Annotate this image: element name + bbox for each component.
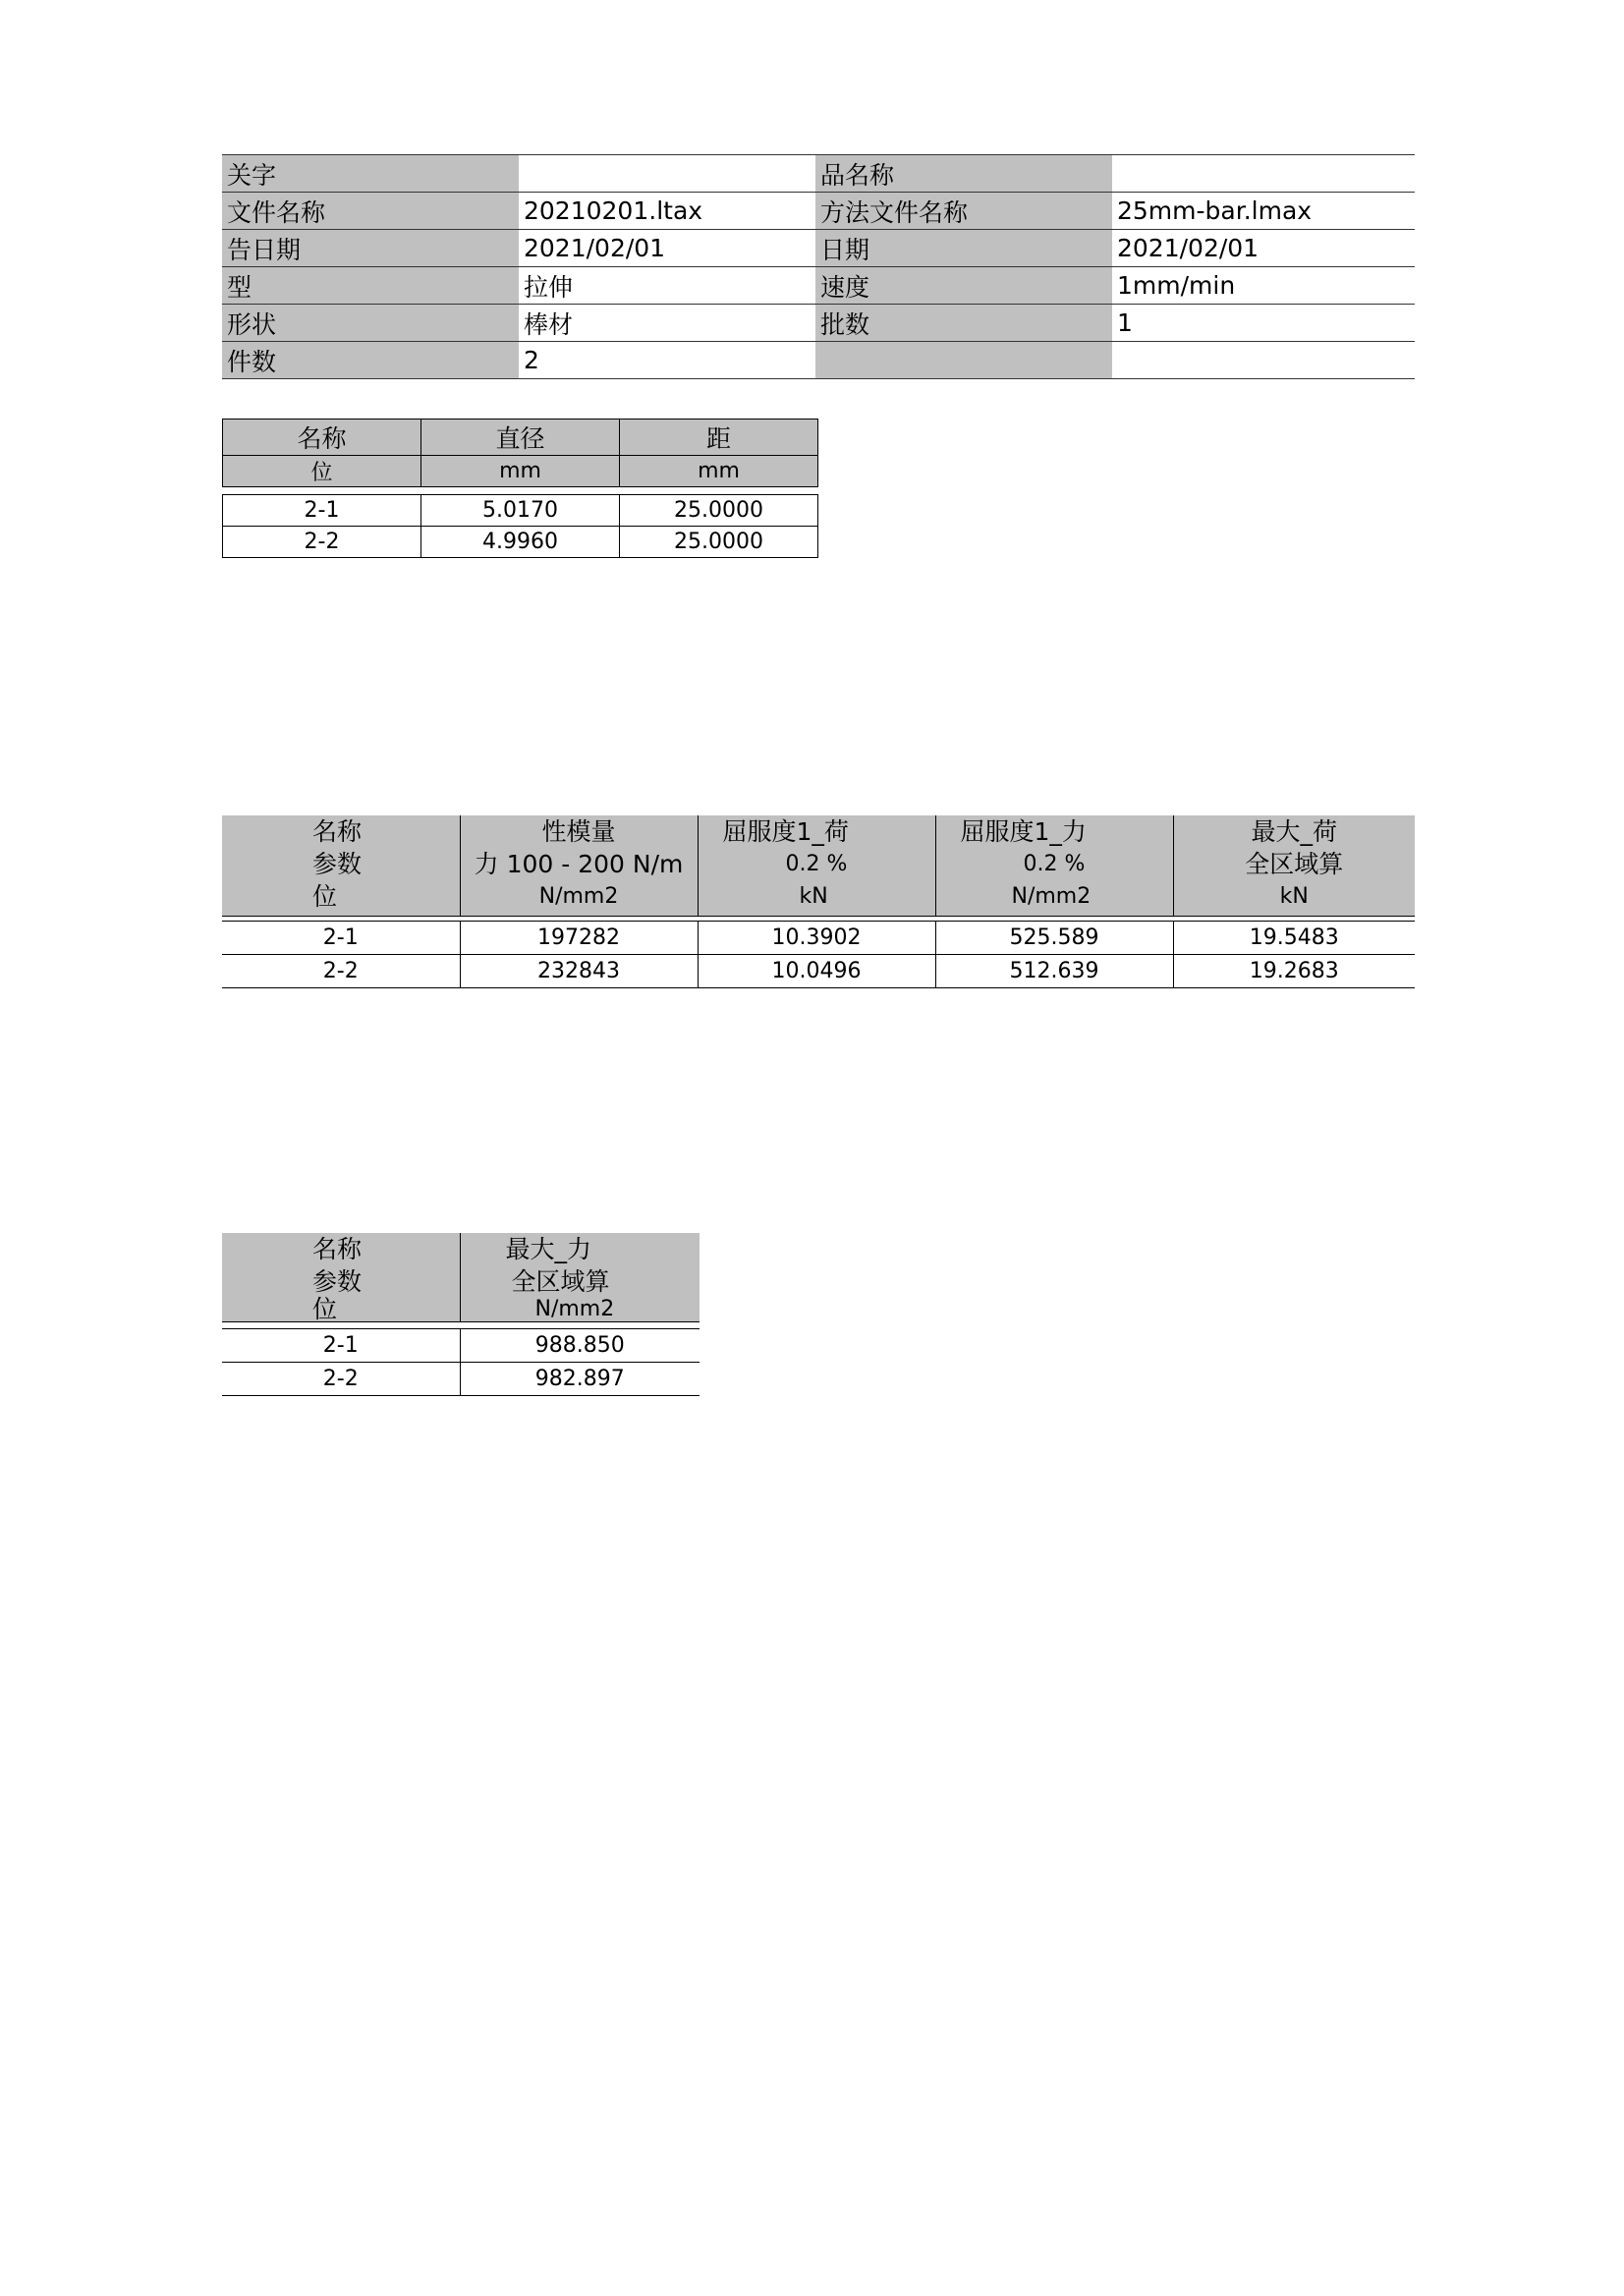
- info-value: 20210201.ltax: [519, 193, 815, 230]
- info-label: 速度: [815, 267, 1112, 305]
- results-cell: 19.2683: [1173, 955, 1415, 988]
- info-value: 1: [1112, 305, 1415, 342]
- info-row: [222, 305, 1415, 342]
- specimen-unit-cell: 位: [223, 456, 421, 487]
- info-label: [815, 342, 1112, 379]
- info-row: [222, 193, 1415, 230]
- specimen-unit-cell: mm: [421, 456, 620, 487]
- results-cell: 2-1: [222, 1329, 460, 1363]
- results-cell: 10.0496: [698, 955, 935, 988]
- specimen-data-table: [222, 494, 818, 558]
- info-label: 品名称: [815, 155, 1112, 193]
- results-cell: 19.5483: [1173, 922, 1415, 955]
- specimen-unit-cell: mm: [620, 456, 818, 487]
- results-cell: 512.639: [935, 955, 1173, 988]
- results-header-cell: 屈服度1_力 0.2 % N/mm2: [935, 815, 1173, 917]
- results-header-cell: 性模量 力 100 - 200 N/m N/mm2: [460, 815, 698, 917]
- info-value: 2021/02/01: [519, 230, 815, 267]
- info-row: [222, 230, 1415, 267]
- specimen-header-cell: 名称: [223, 420, 421, 456]
- results-cell: 982.897: [460, 1363, 700, 1396]
- results-header-cell: 屈服度1_荷 0.2 % kN: [698, 815, 935, 917]
- results-cell: 2-2: [222, 955, 460, 988]
- results-cell: 197282: [460, 922, 698, 955]
- info-label: 形状: [222, 305, 519, 342]
- results-cell: 10.3902: [698, 922, 935, 955]
- specimen-header-cell: 距: [620, 420, 818, 456]
- info-row: [222, 342, 1415, 379]
- info-label: 日期: [815, 230, 1112, 267]
- results-cell: 232843: [460, 955, 698, 988]
- results-header-cell: 名称 参数 位: [222, 1233, 460, 1322]
- specimen-cell: 25.0000: [620, 495, 818, 527]
- specimen-header-cell: 直径: [421, 420, 620, 456]
- info-value: 2: [519, 342, 815, 379]
- table-row: [222, 1363, 700, 1396]
- info-label: 件数: [222, 342, 519, 379]
- results-header-row: [222, 1233, 700, 1322]
- table-row: [223, 495, 818, 527]
- results-header-cell: 名称 参数 位: [222, 815, 460, 917]
- specimen-cell: 2-1: [223, 495, 421, 527]
- info-label: 型: [222, 267, 519, 305]
- info-label: 关字: [222, 155, 519, 193]
- info-value: 棒材: [519, 305, 815, 342]
- info-value: [1112, 342, 1415, 379]
- info-label: 批数: [815, 305, 1112, 342]
- info-label: 告日期: [222, 230, 519, 267]
- info-label: 方法文件名称: [815, 193, 1112, 230]
- specimen-cell: 5.0170: [421, 495, 620, 527]
- info-label: 文件名称: [222, 193, 519, 230]
- specimen-cell: 25.0000: [620, 527, 818, 558]
- header-divider: [222, 1322, 700, 1329]
- specimen-cell: 4.9960: [421, 527, 620, 558]
- info-value: [1112, 155, 1415, 193]
- results-header-cell: 最大_力 全区域算 N/mm2: [460, 1233, 700, 1322]
- results-cell: 2-1: [222, 922, 460, 955]
- info-row: [222, 155, 1415, 193]
- info-value: 拉伸: [519, 267, 815, 305]
- table-row: [223, 527, 818, 558]
- specimen-header-row: [223, 420, 818, 456]
- table-row: [222, 955, 1415, 988]
- results-cell: 525.589: [935, 922, 1173, 955]
- specimen-cell: 2-2: [223, 527, 421, 558]
- info-value: [519, 155, 815, 193]
- table-row: [222, 1329, 700, 1363]
- results-cell: 988.850: [460, 1329, 700, 1363]
- results-table-1: [222, 815, 1415, 988]
- info-value: 1mm/min: [1112, 267, 1415, 305]
- results-cell: 2-2: [222, 1363, 460, 1396]
- results-table-2: [222, 1233, 700, 1396]
- info-value: 25mm-bar.lmax: [1112, 193, 1415, 230]
- table-row: [222, 922, 1415, 955]
- specimen-header-table: [222, 419, 818, 487]
- info-value: 2021/02/01: [1112, 230, 1415, 267]
- info-table: [222, 154, 1415, 379]
- info-row: [222, 267, 1415, 305]
- results-header-row: [222, 815, 1415, 917]
- results-header-cell: 最大_荷 全区域算 kN: [1173, 815, 1415, 917]
- specimen-units-row: [223, 456, 818, 487]
